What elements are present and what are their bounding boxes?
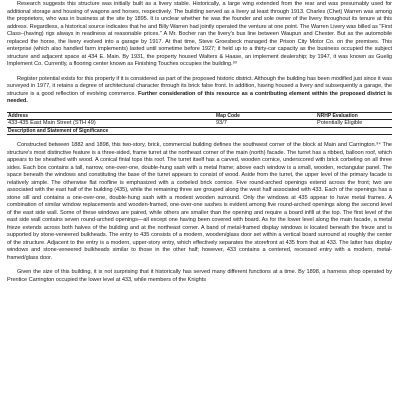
table-header-row xyxy=(7,113,392,119)
address-header: Address xyxy=(8,112,29,119)
map-code-value: 93/7 xyxy=(216,119,227,126)
description-paragraph: Constructed between 1882 and 1898, this two-story, brick, commercial building defines the southwest corner of the block at Main and Carrington.⁹⁴ The structure's most distinctive feature is a three-sided, frame turret at the northeast corner of the main (north) facade. The turret has a ribbed, balloon roof, which appears to be sheathed with wood. A conical finial tops this roof. The turret itself has a carved, wooden cornice, underscored with brick corbeling on all three sides. Each box contains a tall, narrow, one-over-one, double-hung sash with a metal frame; above each window is a small, wooden, rectangular panel. The space beneath the windows and constituting the base of the turret appears to consist of wood. Aside from the turret, the upper level of the primary facade is relatively simple. The otherwise flat roofline is emphasized with a corbeled brick cornice. Five round-arched openings extend across the front; two are associated with the east half of the building (435), while the remaining three are grouped along the west half associated with 433. Each of the openings has a stone sill and contains a one-over-one, double-hung sash with a modest wooden surround. Only the windows at 435 appear to have metal frames. A combination of similar window replacements and wooden-framed, one-over-one sashes is evident among five round-arched openings along the second level of the east side wall. Some of these windows are paired, while others are smaller than the opening and require a board infill at the top. The first level of the east side wall contains seven round-arched openings—all except one having been covered with board. As for the lower level along the main facade, a metal frieze extends across both halves of the building and at the northeast corner. A band of metal-framed display windows is located beneath the frieze and is supported by stone-veneered bulkheads. The entry to 435 consists of a modern, wooden/glass door set within a vertical board surround at roughly the center of the structure. Adjacent to the entry is a modern, upper-story entry, which effectively separates the storefront at 435 from that at 433. The latter has display windows and stone-veneered bulkheads similar to those in the other half; however, 433 contains a centered, recessed entry with a modern, metal-framed/glass door. xyxy=(7,142,392,261)
property-table xyxy=(7,112,392,136)
evaluation-recommendation: Further consideration of this resource as a contributing element within the proposed district is needed. xyxy=(7,90,392,104)
address-value: 433-435 East Main Street (STH 49) xyxy=(8,119,96,126)
history-paragraph: Research suggests this structure was initially built as a livery stable. Historically, a large wing extended from the rear and was presumably used for additional storage and housing of wagons and horses, respectively. The building served as a livery at least through 1913. Charles (Chet) Warren was among the proprietors, who was in business at the site by 1895. It is unclear whether he was the founder and sole owner of the livery throughout its tenure at this address. Regardless, a historical source indicates that he and Billy Warren had jointly operated the venture at one point. The Warren Livery was billed as "First Class–(having) rigs always in readiness at reasonable prices." A Mr. Bocher ran the livery's bus line between Waupun and Chester. But as the automobile replaced the horse, the livery evolved into a garage by 1917. At that time, Steve Groesbeck managed the Prison City Motor Co. on the premises. This enterprise (which also handled farm implements) lasted until sometime before 1927; it held up to a thirty-car capacity as the business occupied the subject structure and adjacent space at 434 E. Main. By 1931, the property housed Walters & Haase, an implement dealership; by 1947, it was known as Guelig Implement Co. Currently, a flooring center known as Finishing Touches occupies the building.⁹³ xyxy=(7,1,392,67)
map-code-header: Map Code xyxy=(216,112,240,119)
section-heading: Description and Statement of Significance xyxy=(8,128,109,134)
evaluation-paragraph xyxy=(7,76,392,106)
nrhp-evaluation-value: Potentially Eligible xyxy=(317,119,363,126)
nrhp-evaluation-header: NRHP Evaluation xyxy=(317,112,358,119)
table-row xyxy=(7,119,392,129)
functions-paragraph: Given the size of this building, it is not surprising that it historically has served many different functions at a time. By 1898, a harness shop operated by Prentice Carrington occupied the lower level at 433, while members of the Knights xyxy=(7,269,392,283)
evaluation-text: Register potential exists for this property if it is considered as part of the proposed historic district. Although the building has been modified just since it was surveyed in 1977, it retains a degree of architectural character through its brick false front. In addition, having housed a livery and subsequently a garage, the structure is a good reflection of evolving commerce. xyxy=(7,75,392,97)
